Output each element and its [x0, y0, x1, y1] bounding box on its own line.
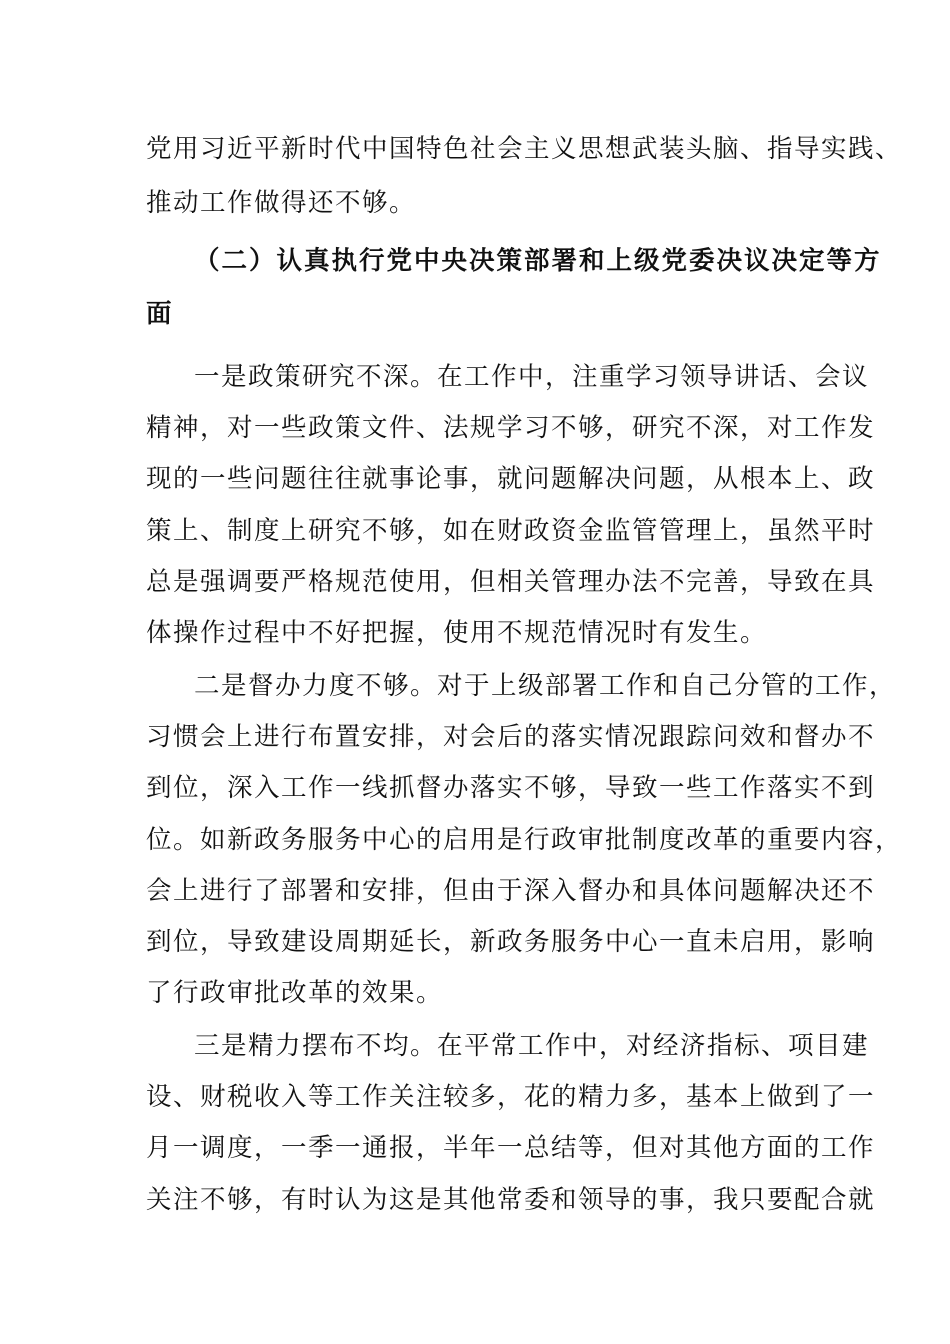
paragraph-line: 关注不够，有时认为这是其他常委和领导的事，我只要配合就 — [146, 1185, 876, 1215]
paragraph-line: 设、财税收入等工作关注较多，花的精力多，基本上做到了一 — [146, 1082, 876, 1112]
paragraph-line: 总是强调要严格规范使用，但相关管理办法不完善，导致在具 — [146, 567, 876, 597]
paragraph-line: 会上进行了部署和安排，但由于深入督办和具体问题解决还不 — [146, 876, 876, 906]
paragraph-line: 位。如新政务服务中心的启用是行政审批制度改革的重要内容， — [146, 825, 903, 855]
paragraph-line: 月一调度，一季一通报，半年一总结等，但对其他方面的工作 — [146, 1133, 876, 1163]
intro-line: 党用习近平新时代中国特色社会主义思想武装头脑、指导实践、 — [146, 134, 903, 164]
paragraph-line: 到位，深入工作一线抓督办落实不够，导致一些工作落实不到 — [146, 773, 876, 803]
paragraph-line: 策上、制度上研究不够，如在财政资金监管管理上，虽然平时 — [146, 516, 876, 546]
paragraph-line: 精神，对一些政策文件、法规学习不够，研究不深，对工作发 — [146, 413, 876, 443]
paragraph-line: 了行政审批改革的效果。 — [146, 978, 444, 1008]
paragraph-line: 三是精力摆布不均。在平常工作中，对经济指标、项目建 — [194, 1031, 870, 1061]
intro-line: 推动工作做得还不够。 — [146, 188, 417, 218]
paragraph-line: 一是政策研究不深。在工作中，注重学习领导讲话、会议 — [194, 362, 870, 392]
paragraph-line: 现的一些问题往往就事论事，就问题解决问题，从根本上、政 — [146, 464, 876, 494]
section-heading: 面 — [146, 299, 174, 329]
paragraph-line: 二是督办力度不够。对于上级部署工作和自己分管的工作， — [194, 671, 897, 701]
paragraph-line: 到位，导致建设周期延长，新政务服务中心一直未启用，影响 — [146, 927, 876, 957]
paragraph-line: 习惯会上进行布置安排，对会后的落实情况跟踪问效和督办不 — [146, 722, 876, 752]
section-heading: （二）认真执行党中央决策部署和上级党委决议决定等方 — [194, 246, 882, 276]
paragraph-line: 体操作过程中不好把握，使用不规范情况时有发生。 — [146, 618, 768, 648]
